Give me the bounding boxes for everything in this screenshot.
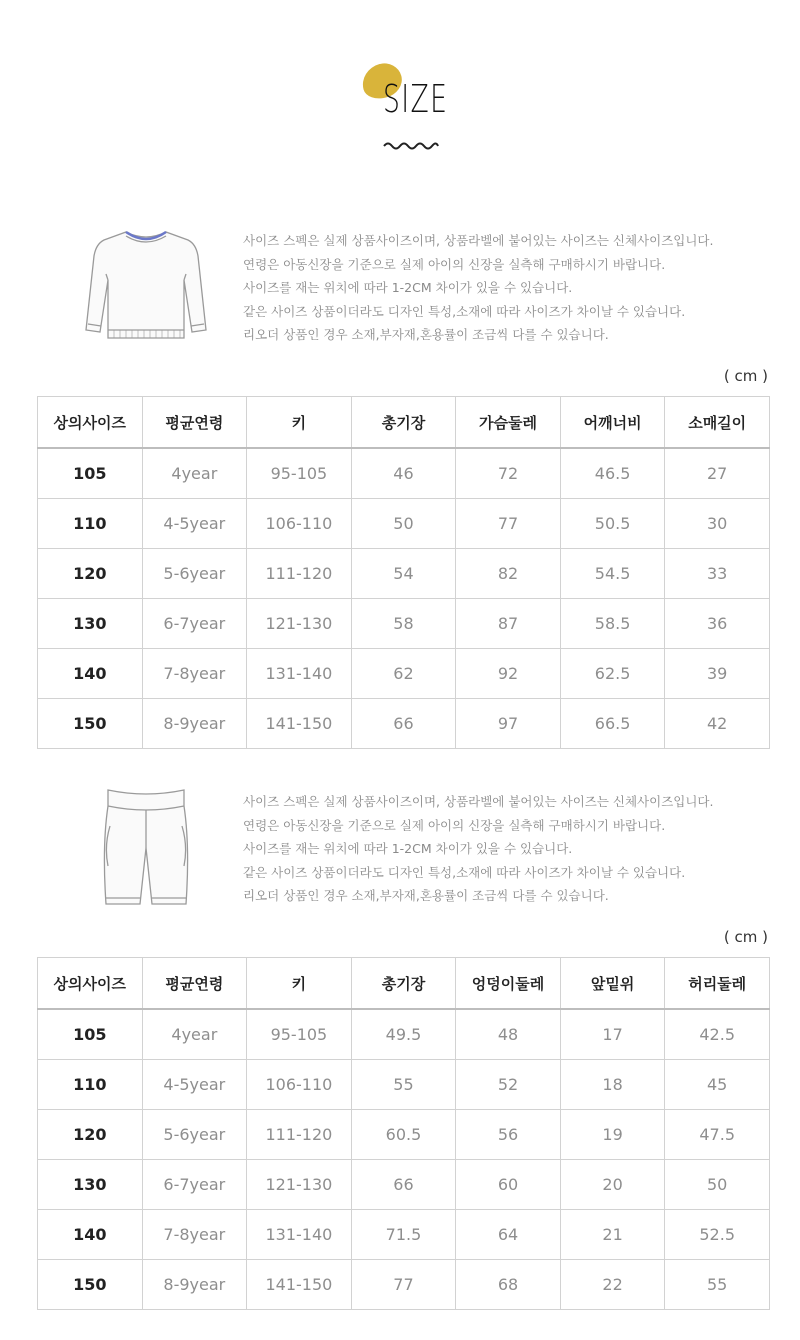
table-cell: 150	[38, 1260, 143, 1310]
table-cell: 72	[456, 448, 561, 499]
table-cell: 120	[38, 1110, 143, 1160]
table-cell: 66	[351, 699, 456, 749]
table-cell: 36	[665, 599, 770, 649]
note-line: 리오더 상품인 경우 소재,부자재,혼용률이 조금씩 다를 수 있습니다.	[243, 888, 609, 903]
table-cell: 52.5	[665, 1210, 770, 1260]
bottom-size-table	[37, 957, 770, 1310]
table-cell: 110	[38, 499, 143, 549]
table-row	[38, 499, 770, 549]
note-line: 사이즈를 재는 위치에 따라 1-2CM 차이가 있을 수 있습니다.	[243, 841, 573, 856]
sweatshirt-icon	[84, 226, 208, 348]
table-header-row	[38, 958, 770, 1010]
table-cell: 17	[560, 1009, 665, 1060]
table-cell: 140	[38, 649, 143, 699]
top-size-table	[37, 396, 770, 749]
table-row	[38, 1060, 770, 1110]
column-header: 허리둘레	[665, 958, 770, 1010]
column-header: 상의사이즈	[38, 958, 143, 1010]
table-row	[38, 599, 770, 649]
table-cell: 48	[456, 1009, 561, 1060]
column-header: 총기장	[351, 958, 456, 1010]
note-line: 사이즈 스펙은 실제 상품사이즈이며, 상품라벨에 붙어있는 사이즈는 신체사이즈입니다.	[243, 794, 714, 809]
note-line: 연령은 아동신장을 기준으로 실제 아이의 신장을 실측해 구매하시기 바랍니다.	[243, 256, 666, 272]
table-cell: 18	[560, 1060, 665, 1110]
column-header: 엉덩이둘레	[456, 958, 561, 1010]
table-cell: 131-140	[247, 1210, 352, 1260]
table-cell: 4year	[142, 448, 247, 499]
note-line: 같은 사이즈 상품이더라도 디자인 특성,소재에 따라 사이즈가 차이날 수 있습니다.	[243, 303, 686, 319]
table-cell: 58.5	[560, 599, 665, 649]
page-title: SIZE	[383, 77, 449, 121]
table-cell: 22	[560, 1260, 665, 1310]
table-cell: 56	[456, 1110, 561, 1160]
top-notes	[243, 229, 713, 347]
table-cell: 66.5	[560, 699, 665, 749]
table-cell: 7-8year	[142, 1210, 247, 1260]
table-cell: 4-5year	[142, 1060, 247, 1110]
table-cell: 39	[665, 649, 770, 699]
bottom-notes	[243, 790, 713, 908]
table-row	[38, 1110, 770, 1160]
table-cell: 140	[38, 1210, 143, 1260]
table-cell: 77	[456, 499, 561, 549]
table-cell: 68	[456, 1260, 561, 1310]
table-cell: 54	[351, 549, 456, 599]
table-cell: 120	[38, 549, 143, 599]
table-cell: 7-8year	[142, 649, 247, 699]
table-cell: 141-150	[247, 1260, 352, 1310]
table-cell: 47.5	[665, 1110, 770, 1160]
table-cell: 54.5	[560, 549, 665, 599]
table-cell: 6-7year	[142, 599, 247, 649]
table-row	[38, 1260, 770, 1310]
column-header: 총기장	[351, 397, 456, 449]
table-cell: 20	[560, 1160, 665, 1210]
column-header: 평균연령	[142, 397, 247, 449]
table-cell: 121-130	[247, 1160, 352, 1210]
table-cell: 50	[665, 1160, 770, 1210]
table-cell: 60	[456, 1160, 561, 1210]
table-cell: 130	[38, 1160, 143, 1210]
table-row	[38, 1210, 770, 1260]
table-row	[38, 448, 770, 499]
table-cell: 21	[560, 1210, 665, 1260]
note-line: 같은 사이즈 상품이더라도 디자인 특성,소재에 따라 사이즈가 차이날 수 있습니다.	[243, 864, 686, 880]
table-cell: 82	[456, 549, 561, 599]
column-header: 어깨너비	[560, 397, 665, 449]
wave-divider-icon	[383, 140, 439, 152]
table-cell: 5-6year	[142, 549, 247, 599]
table-cell: 8-9year	[142, 699, 247, 749]
table-row	[38, 1160, 770, 1210]
column-header: 앞밑위	[560, 958, 665, 1010]
table-cell: 33	[665, 549, 770, 599]
table-cell: 50	[351, 499, 456, 549]
table-cell: 46	[351, 448, 456, 499]
table-cell: 66	[351, 1160, 456, 1210]
table-cell: 6-7year	[142, 1160, 247, 1210]
column-header: 소매길이	[665, 397, 770, 449]
table-cell: 87	[456, 599, 561, 649]
table-cell: 95-105	[247, 448, 352, 499]
table-cell: 52	[456, 1060, 561, 1110]
table-row	[38, 1009, 770, 1060]
table-cell: 4year	[142, 1009, 247, 1060]
table-cell: 4-5year	[142, 499, 247, 549]
table-cell: 105	[38, 448, 143, 499]
table-cell: 30	[665, 499, 770, 549]
table-cell: 106-110	[247, 499, 352, 549]
unit-label: ( cm )	[723, 928, 768, 946]
note-line: 사이즈를 재는 위치에 따라 1-2CM 차이가 있을 수 있습니다.	[243, 280, 573, 295]
shorts-icon	[100, 786, 192, 912]
table-cell: 58	[351, 599, 456, 649]
table-cell: 49.5	[351, 1009, 456, 1060]
size-title-block	[350, 58, 450, 158]
table-cell: 97	[456, 699, 561, 749]
table-cell: 131-140	[247, 649, 352, 699]
table-cell: 130	[38, 599, 143, 649]
table-cell: 55	[351, 1060, 456, 1110]
table-header-row	[38, 397, 770, 449]
table-cell: 111-120	[247, 1110, 352, 1160]
table-cell: 71.5	[351, 1210, 456, 1260]
column-header: 상의사이즈	[38, 397, 143, 449]
column-header: 가슴둘레	[456, 397, 561, 449]
table-cell: 64	[456, 1210, 561, 1260]
column-header: 키	[247, 958, 352, 1010]
table-cell: 55	[665, 1260, 770, 1310]
note-line: 연령은 아동신장을 기준으로 실제 아이의 신장을 실측해 구매하시기 바랍니다.	[243, 817, 666, 833]
unit-label: ( cm )	[723, 367, 768, 385]
table-row	[38, 699, 770, 749]
table-cell: 92	[456, 649, 561, 699]
table-cell: 62	[351, 649, 456, 699]
column-header: 평균연령	[142, 958, 247, 1010]
table-cell: 150	[38, 699, 143, 749]
note-line: 리오더 상품인 경우 소재,부자재,혼용률이 조금씩 다를 수 있습니다.	[243, 327, 609, 342]
table-cell: 42.5	[665, 1009, 770, 1060]
table-cell: 45	[665, 1060, 770, 1110]
table-cell: 95-105	[247, 1009, 352, 1060]
column-header: 키	[247, 397, 352, 449]
table-row	[38, 649, 770, 699]
table-row	[38, 549, 770, 599]
table-cell: 121-130	[247, 599, 352, 649]
table-cell: 42	[665, 699, 770, 749]
note-line: 사이즈 스펙은 실제 상품사이즈이며, 상품라벨에 붙어있는 사이즈는 신체사이즈입니다.	[243, 233, 714, 248]
table-cell: 141-150	[247, 699, 352, 749]
table-cell: 19	[560, 1110, 665, 1160]
table-cell: 77	[351, 1260, 456, 1310]
table-cell: 50.5	[560, 499, 665, 549]
table-cell: 60.5	[351, 1110, 456, 1160]
table-cell: 111-120	[247, 549, 352, 599]
table-cell: 110	[38, 1060, 143, 1110]
table-cell: 8-9year	[142, 1260, 247, 1310]
table-cell: 106-110	[247, 1060, 352, 1110]
table-cell: 27	[665, 448, 770, 499]
table-cell: 62.5	[560, 649, 665, 699]
table-cell: 105	[38, 1009, 143, 1060]
table-cell: 5-6year	[142, 1110, 247, 1160]
table-cell: 46.5	[560, 448, 665, 499]
